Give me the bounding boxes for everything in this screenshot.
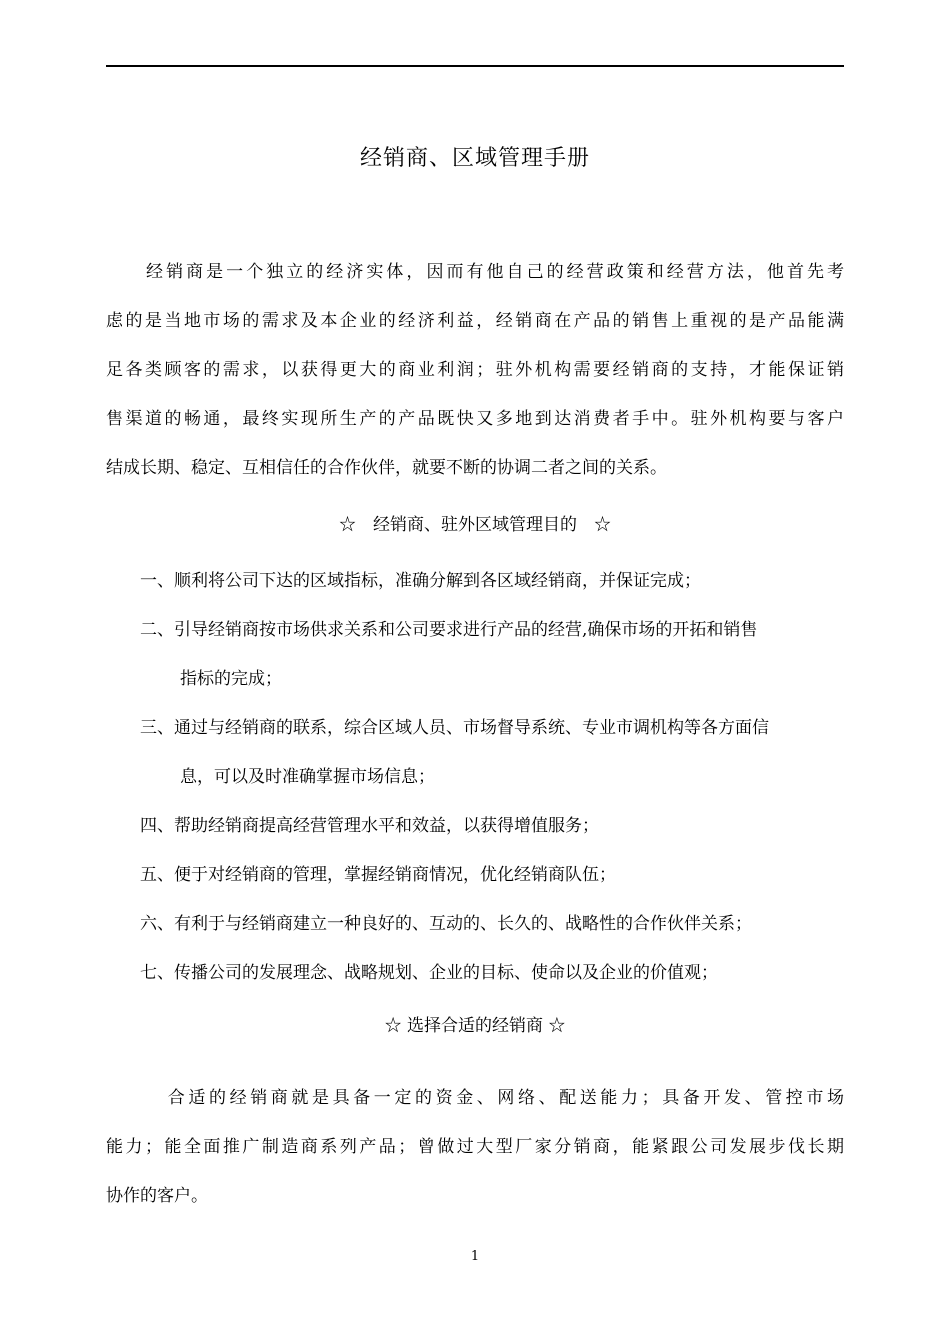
list-item-text: 五、便于对经销商的管理，掌握经销商情况，优化经销商队伍； (140, 865, 616, 885)
list-item (140, 949, 844, 998)
list-item (140, 851, 844, 900)
intro-paragraph (106, 248, 844, 493)
paragraph-line: 协作的客户。 (106, 1186, 208, 1206)
list-item-text: 一、顺利将公司下达的区域指标，准确分解到各区域经销商，并保证完成； (140, 571, 701, 591)
paragraph-line: 合适的经销商就是具备一定的资金、网络、配送能力；具备开发、管控市场 (106, 1088, 844, 1108)
paragraph-line: 足各类顾客的需求，以获得更大的商业利润；驻外机构需要经销商的支持，才能保证销 (106, 360, 844, 380)
paragraph-line: 虑的是当地市场的需求及本企业的经济利益，经销商在产品的销售上重视的是产品能满 (106, 311, 844, 331)
paragraph-line: 结成长期、稳定、互相信任的合作伙伴，就要不断的协调二者之间的关系。 (106, 458, 667, 478)
paragraph-line: 经销商是一个独立的经济实体，因而有他自己的经营政策和经营方法，他首先考 (106, 262, 844, 282)
list-item (140, 900, 844, 949)
list-item (140, 557, 844, 606)
list-item-text: 二、引导经销商按市场供求关系和公司要求进行产品的经营,确保市场的开拓和销售 (140, 620, 758, 640)
list-item (140, 802, 844, 851)
paragraph-line: 能力；能全面推广制造商系列产品；曾做过大型厂家分销商，能紧跟公司发展步伐长期 (106, 1137, 844, 1157)
list-item-text: 七、传播公司的发展理念、战略规划、企业的目标、使命以及企业的价值观； (140, 963, 718, 983)
goal-list (140, 557, 844, 998)
document-title: 经销商、区域管理手册 (359, 146, 590, 171)
list-item-text: 三、通过与经销商的联系，综合区域人员、市场督导系统、专业市调机构等各方面信 (140, 718, 769, 738)
list-item-text: 四、帮助经销商提高经营管理水平和效益，以获得增值服务； (140, 816, 599, 836)
list-item-continuation: 指标的完成； (180, 669, 282, 689)
list-item-continuation: 息，可以及时准确掌握市场信息； (180, 767, 435, 787)
section-heading-choose-dealer: ☆ 选择合适的经销商 ☆ (384, 1016, 566, 1036)
list-item (140, 606, 844, 704)
list-item (140, 704, 844, 802)
header-rule (106, 65, 844, 67)
paragraph-line: 售渠道的畅通，最终实现所生产的产品既快又多地到达消费者手中。驻外机构要与客户 (106, 409, 844, 429)
section-heading-management-goals: ☆ 经销商、驻外区域管理目的 ☆ (339, 515, 611, 535)
list-item-text: 六、有利于与经销商建立一种良好的、互动的、长久的、战略性的合作伙伴关系； (140, 914, 752, 934)
page-number: 1 (470, 1249, 480, 1264)
dealer-criteria-paragraph (106, 1074, 844, 1221)
